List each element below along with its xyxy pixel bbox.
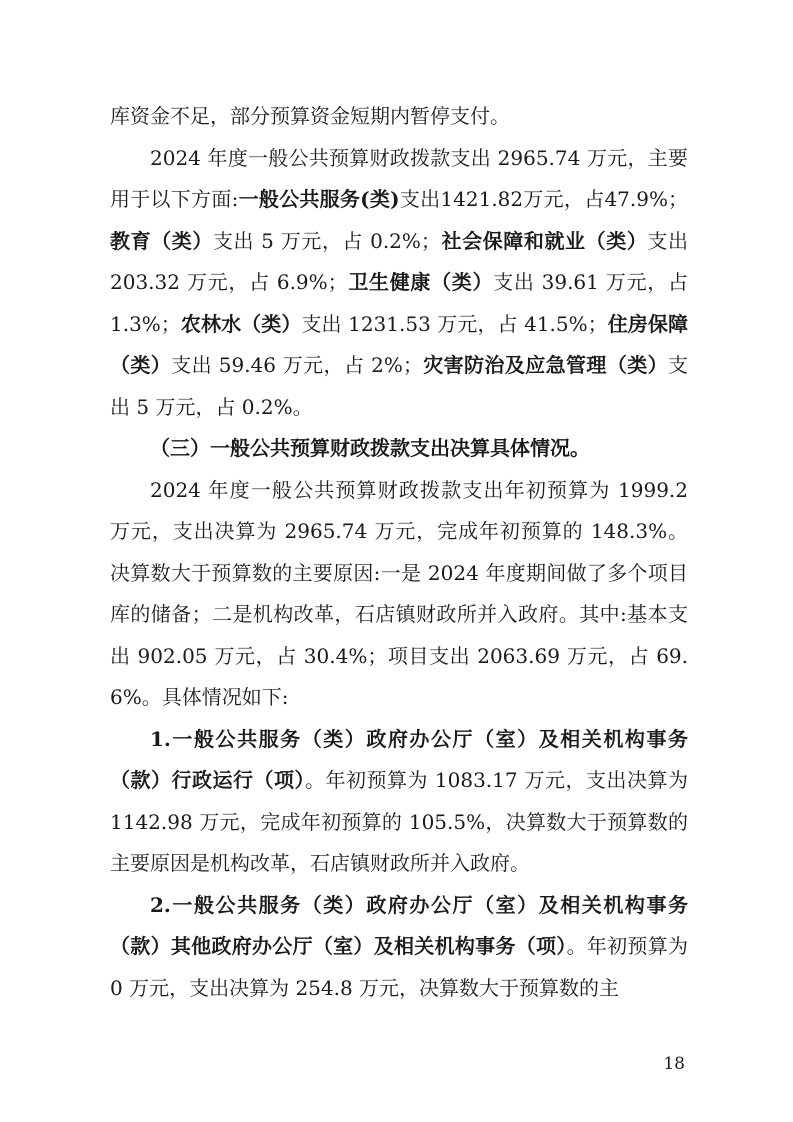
category-social-security: 社会保障和就业（类） bbox=[440, 228, 648, 253]
paragraph-expenditure-summary bbox=[110, 138, 688, 429]
category-education-amount: 支出 5 万元，占 0.2%； bbox=[212, 228, 441, 253]
category-housing: 住房保障（类） bbox=[110, 311, 688, 377]
list-item-2-text: 。年初预算为 0 万元，支出决算为 254.8 万元，决算数大于预算数的主 bbox=[110, 934, 689, 1000]
section-heading-3: （三）一般公共预算财政拨款支出决算具体情况。 bbox=[150, 436, 590, 460]
category-general-public-services: 一般公共服务(类) bbox=[238, 187, 400, 211]
paragraph-expenditure-details: 2024 年度一般公共预算财政拨款支出年初预算为 1999.2 万元，支出决算为 2965.74 万元，完成年初预算的 148.3%。决算数大于预算数的主要原因:一是 2024 年度期间做了多个项目库的储备；二是机构改革，石店镇财政所并入政府。其中:基本支出 902.05 万元，占 30.4%；项目支出 2063.69 万元，占 69.6%。具体情况如下: bbox=[110, 477, 688, 709]
page-body bbox=[110, 96, 688, 1009]
category-health: 卫生健康（类） bbox=[347, 270, 494, 294]
category-health-amount: 支出 39.61 万元，占 1.3%； bbox=[110, 270, 688, 336]
category-housing-amount: 支出 59.46 万元，占 2%； bbox=[171, 353, 423, 377]
page-number: 18 bbox=[663, 1054, 685, 1074]
summary-intro: 2024 年度一般公共预算财政拨款支出 2965.74 万元，主要用于以下方面: bbox=[110, 145, 688, 211]
list-item-1-text: 。年初预算为 1083.17 万元，支出决算为 1142.98 万元，完成年初预算的 105.5%，决算数大于预算数的主要原因是机构改革，石店镇财政所并入政府。 bbox=[110, 768, 688, 875]
category-agriculture-amount: 支出 1231.53 万元，占 41.5%； bbox=[301, 311, 608, 336]
category-disaster-prevention-amount: 支出 5 万元，占 0.2%。 bbox=[110, 353, 689, 419]
category-disaster-prevention: 灾害防治及应急管理（类） bbox=[422, 353, 669, 377]
category-education: 教育（类） bbox=[110, 228, 213, 253]
category-general-public-services-amount: 支出1421.82万元，占47.9%； bbox=[399, 187, 688, 211]
paragraph-continuation: 库资金不足，部分预算资金短期内暂停支付。 bbox=[110, 104, 510, 128]
list-item-2-title: 2.一般公共服务（类）政府办公厅（室）及相关机构事务（款）其他政府办公厅（室）及相关机构事务（项） bbox=[110, 892, 688, 958]
list-item-1 bbox=[110, 719, 688, 885]
category-agriculture: 农林水（类） bbox=[180, 311, 302, 336]
list-item-2 bbox=[110, 885, 688, 1010]
list-item-1-title: 1.一般公共服务（类）政府办公厅（室）及相关机构事务（款）行政运行（项） bbox=[110, 726, 688, 792]
category-social-security-amount: 支出 203.32 万元，占 6.9%； bbox=[110, 228, 689, 294]
